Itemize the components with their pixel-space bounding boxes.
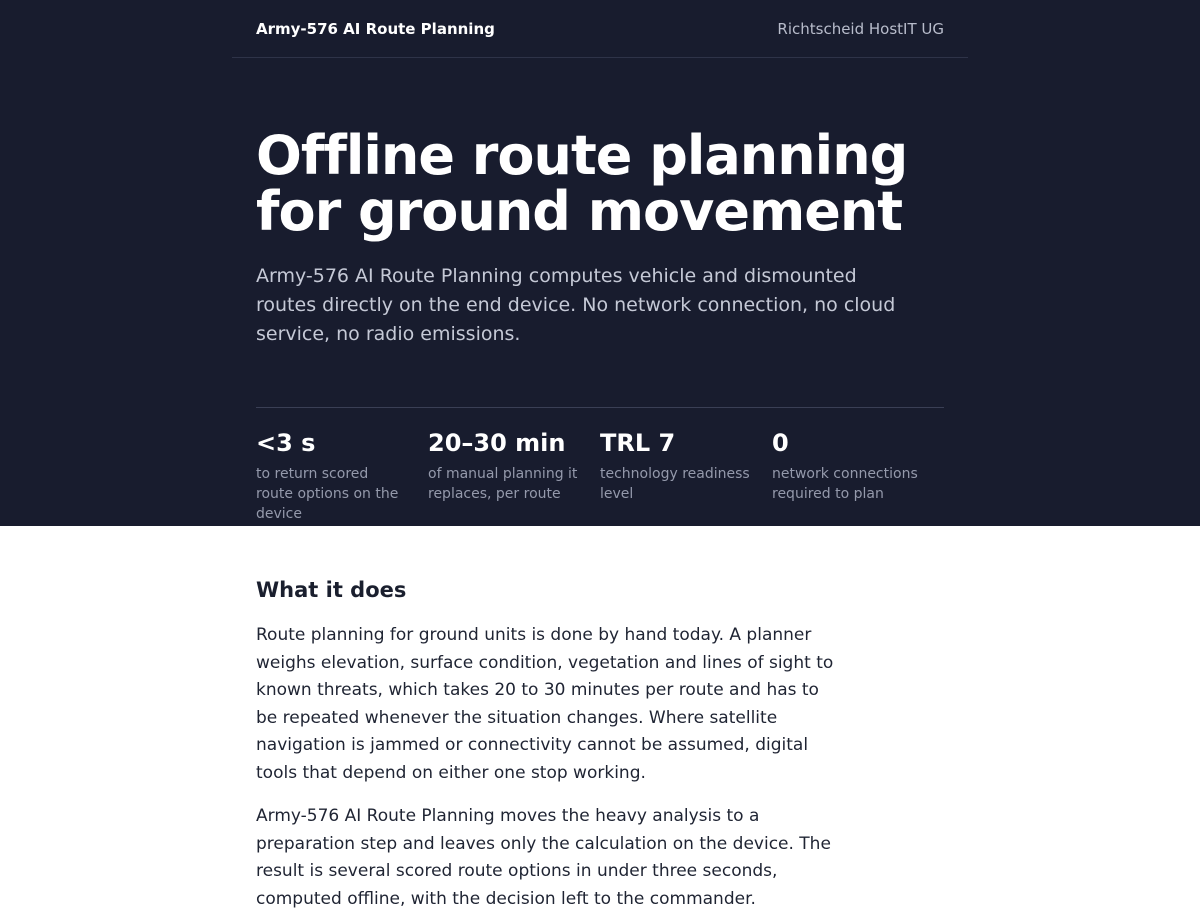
hero-lead: Army-576 AI Route Planning computes vehicle and dismounted routes directly on the end device. No network connection, no cloud service, no radio emissions. [256,265,896,345]
main-content [256,526,944,913]
stat-response-time [256,428,428,524]
title-line-1: Offline route planning [256,124,908,187]
stat-manual-planning [428,428,600,524]
section-paragraph-1: Route planning for ground units is done by hand today. A planner weighs elevation, surface condition, vegetation and lines of sight to known threats, which takes 20 to 30 minutes per route and has to be repeated whenever the situation changes. Where satellite navigation is jammed or connectivity cannot be assumed, digital tools that depend on either one stop working. [256,625,834,783]
section-heading: What it does [256,578,407,602]
top-navigation [232,0,968,58]
stat-value: 0 [772,429,789,457]
company-link[interactable]: Richtscheid HostIT UG [777,19,944,38]
brand-link[interactable]: Army-576 AI Route Planning [256,19,495,38]
section-paragraph-2: Army-576 AI Route Planning moves the heavy analysis to a preparation step and leaves only the calculation on the device. The result is several scored route options in under three seconds, computed offline, with the decision left to the commander. [256,806,831,909]
stat-label: network connections required to plan [772,466,918,502]
stat-trl [600,428,772,524]
stat-value: 20–30 min [428,429,566,457]
title-line-2: for ground movement [256,180,903,243]
stat-value: TRL 7 [600,429,676,457]
page-title [256,124,944,243]
stat-value: <3 s [256,429,316,457]
stat-label: to return scored route options on the device [256,466,399,522]
stats-row [256,407,944,524]
stat-label: technology readiness level [600,466,750,502]
stat-label: of manual planning it replaces, per route [428,466,578,502]
hero-content [256,124,944,524]
stat-network-connections [772,428,944,524]
